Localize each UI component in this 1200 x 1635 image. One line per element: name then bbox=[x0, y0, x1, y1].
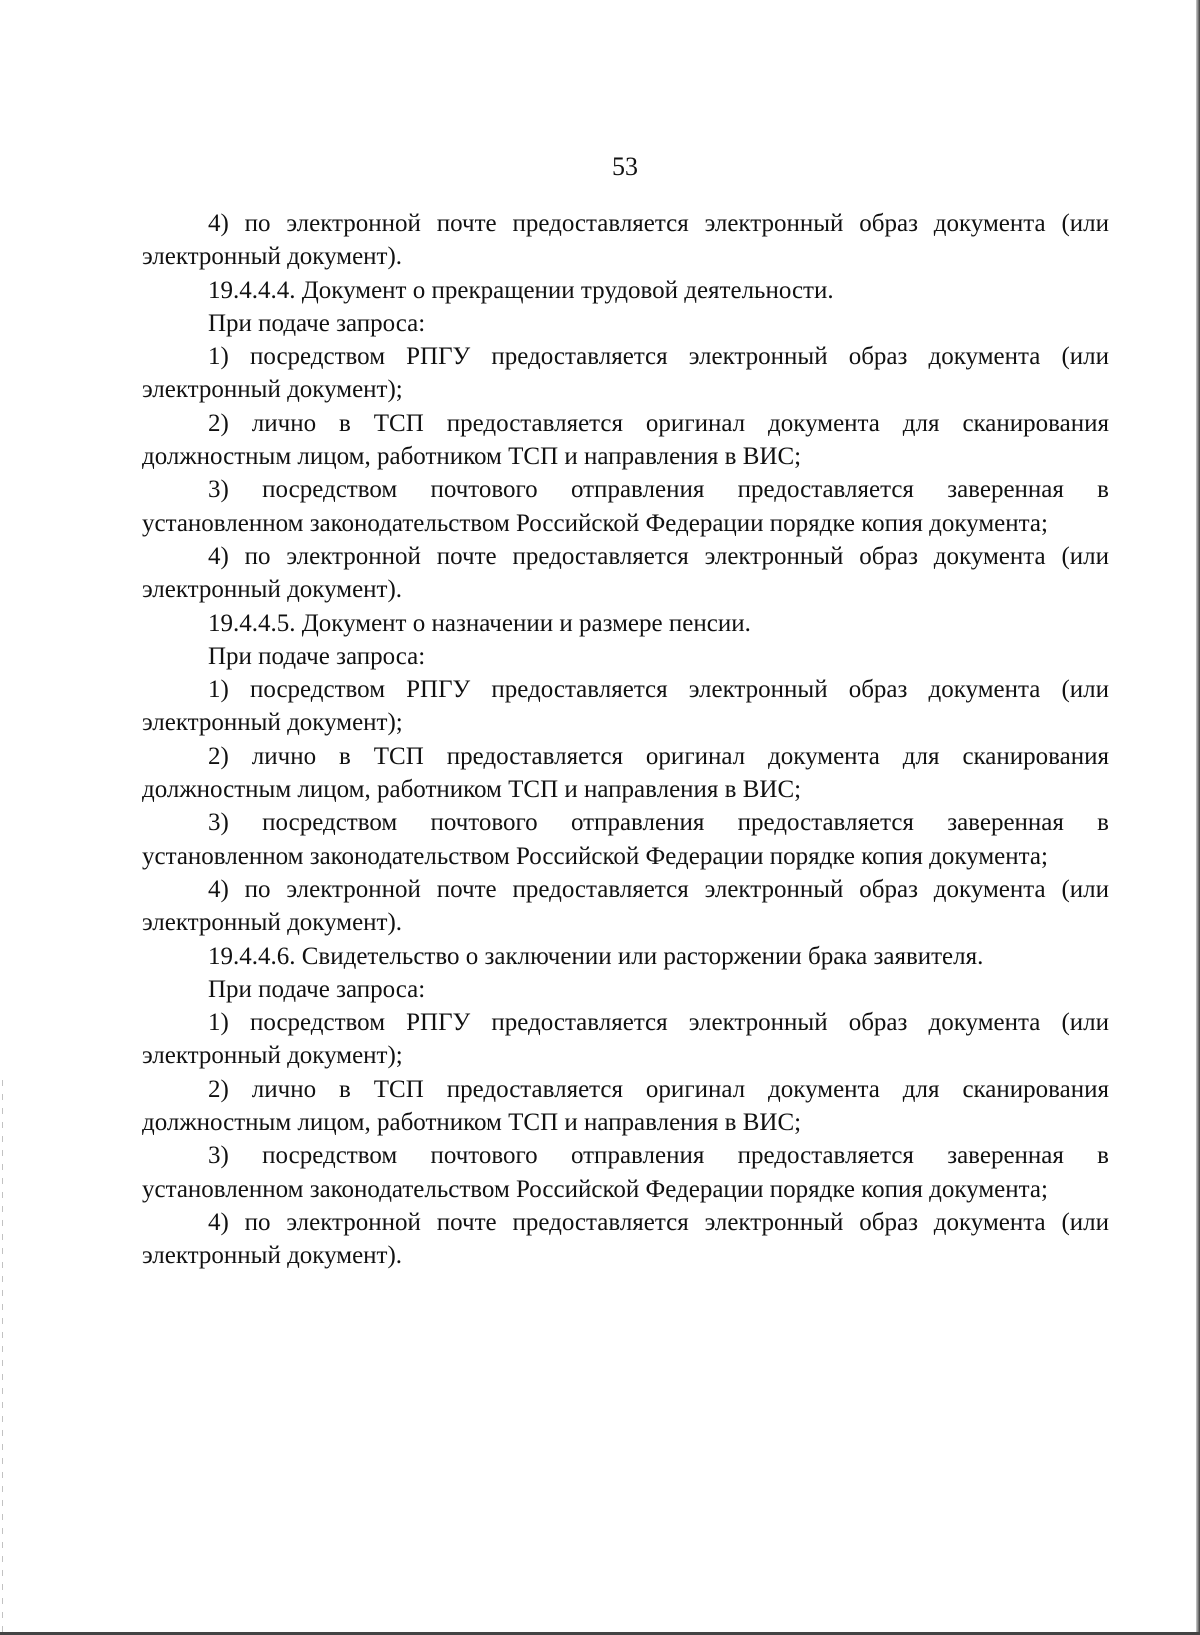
list-item-tsp: 2) лично в ТСП предоставляется оригинал документа для сканирования должностным лицом, работником ТСП и направления в ВИС; bbox=[142, 742, 1109, 804]
scan-edge-right bbox=[1196, 0, 1200, 1635]
list-item-rpgu: 1) посредством РПГУ предоставляется электронный образ документа (или электронный документ); bbox=[142, 343, 1109, 404]
page-number: 53 bbox=[612, 152, 638, 181]
section-heading-19-4-4-4: 19.4.4.4. Документ о прекращении трудовой деятельности. bbox=[208, 276, 834, 304]
scan-edge-left bbox=[2, 1080, 3, 1635]
list-item-email: 4) по электронной почте предоставляется электронный образ документа (или электронный документ). bbox=[142, 875, 1109, 937]
section-heading-19-4-4-6: 19.4.4.6. Свидетельство о заключении или расторжении брака заявителя. bbox=[208, 942, 984, 970]
list-item-tsp: 2) лично в ТСП предоставляется оригинал документа для сканирования должностным лицом, работником ТСП и направления в ВИС; bbox=[142, 409, 1109, 471]
section-heading-19-4-4-5: 19.4.4.5. Документ о назначении и размере пенсии. bbox=[208, 609, 751, 637]
document-body bbox=[142, 207, 1109, 1273]
list-item-postal: 3) посредством почтового отправления предоставляется заверенная в установленном законодательством Российской Федерации порядке копия документа; bbox=[142, 1142, 1109, 1203]
list-item-email: 4) по электронной почте предоставляется электронный образ документа (или электронный документ). bbox=[142, 210, 1109, 271]
list-item-rpgu: 1) посредством РПГУ предоставляется электронный образ документа (или электронный документ); bbox=[142, 676, 1109, 737]
list-item-tsp: 2) лично в ТСП предоставляется оригинал документа для сканирования должностным лицом, работником ТСП и направления в ВИС; bbox=[142, 1075, 1109, 1137]
list-item-postal: 3) посредством почтового отправления предоставляется заверенная в установленном законодательством Российской Федерации порядке копия документа; bbox=[142, 809, 1109, 870]
list-item-email: 4) по электронной почте предоставляется электронный образ документа (или электронный документ). bbox=[142, 542, 1109, 604]
request-intro: При подаче запроса: bbox=[208, 642, 426, 670]
list-item-email: 4) по электронной почте предоставляется электронный образ документа (или электронный документ). bbox=[142, 1208, 1109, 1270]
list-item-rpgu: 1) посредством РПГУ предоставляется электронный образ документа (или электронный документ); bbox=[142, 1009, 1109, 1070]
request-intro: При подаче запроса: bbox=[208, 309, 426, 337]
list-item-postal: 3) посредством почтового отправления предоставляется заверенная в установленном законодательством Российской Федерации порядке копия документа; bbox=[142, 476, 1109, 537]
request-intro: При подаче запроса: bbox=[208, 975, 426, 1003]
